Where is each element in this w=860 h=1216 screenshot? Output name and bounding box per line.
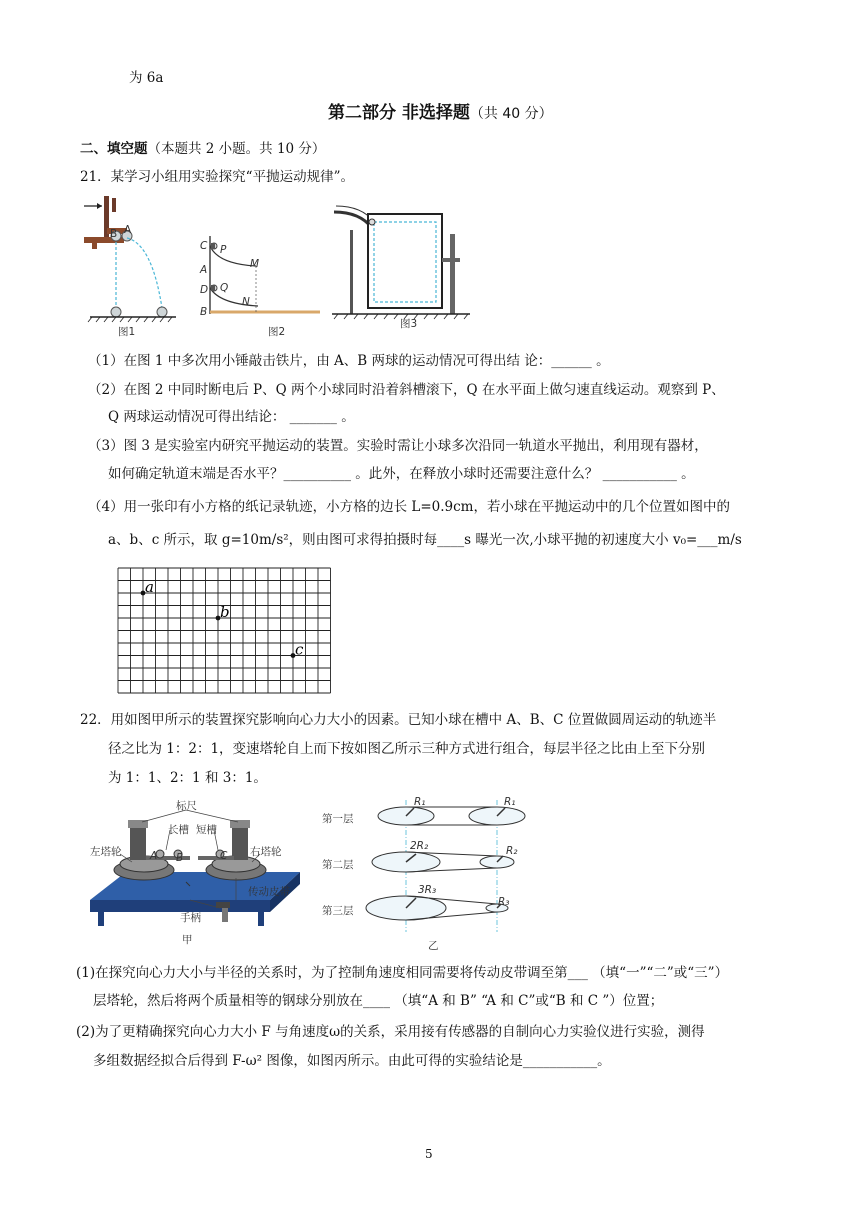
fig-yi-layer2: 第二层	[322, 859, 354, 871]
fig2-letter-m: M	[250, 258, 260, 270]
fig1-letter-a: A	[124, 224, 132, 236]
q22-sub1-line2: 层塔轮，然后将两个质量相等的钢球分别放在____ （填“A 和 B” “A 和 C”或“B 和 C ”）位置；	[93, 993, 664, 1009]
fig-yi-layer1: 第一层	[322, 813, 354, 825]
fig-yi-r1-right: R₁	[504, 796, 516, 808]
fig-jia-label-handle: 手柄	[180, 912, 201, 924]
part-heading-note: （本题共 2 小题。共 10 分）	[147, 141, 326, 157]
q21-grid-figure	[116, 566, 332, 690]
grid-point-label-a: a	[145, 578, 154, 596]
fig-yi-r1-left: R₁	[414, 796, 426, 808]
section-title-note: （共 40 分）	[469, 106, 553, 122]
q21-sub1: （1）在图 1 中多次用小锤敲击铁片，由 A、B 两球的运动情况可得出结 论：______ 。	[88, 353, 610, 369]
q21-sub3-line2: 如何确定轨道末端是否水平？__________ 。此外，在释放小球时还需要注意什么？ ___________ 。	[108, 466, 695, 482]
fig2-letter-q: Q	[220, 282, 229, 294]
part-heading	[80, 137, 325, 157]
fig2-letter-n: N	[242, 296, 250, 308]
q22-sub2-line1: (2)为了更精确探究向心力大小 F 与角速度ω的关系，采用接有传感器的自制向心力实验仪进行实验，测得	[76, 1024, 705, 1040]
fig-yi-layer3: 第三层	[322, 905, 354, 917]
fig-jia-label-duancao: 短槽	[196, 824, 217, 836]
fig2-letter-c: C	[200, 240, 208, 252]
fig2-letter-p: P	[220, 244, 227, 256]
fig2-letter-a: A	[200, 264, 208, 276]
q21-sub2-line1: （2）在图 2 中同时断电后 P、Q 两个小球同时沿着斜槽滚下，Q 在水平面上做匀速直线运动。观察到 P、	[88, 382, 725, 398]
q21-figure-2	[196, 232, 326, 322]
q21-figure-3	[332, 204, 472, 324]
page-number: 5	[425, 1147, 433, 1161]
fig-jia-label-right-wheel: 右塔轮	[250, 846, 282, 858]
carry-over-line: 为 6a	[129, 70, 164, 86]
fig-jia-label-c: C	[220, 850, 228, 862]
fig-jia-label-belt: 传动皮带	[248, 886, 290, 898]
q21-sub2-line2: Q 两球运动情况可得出结论： _______ 。	[108, 409, 355, 425]
q22-stem-line2: 径之比为 1：2：1，变速塔轮自上而下按如图乙所示三种方式进行组合，每层半径之比由上至下分别	[108, 741, 706, 757]
q22-stem-line1: 22．用如图甲所示的装置探究影响向心力大小的因素。已知小球在槽中 A、B、C 位置做圆周运动的轨迹半	[80, 712, 717, 728]
section-title-text: 第二部分 非选择题	[328, 103, 470, 123]
q21-sub4-line2: a、b、c 所示，取 g=10m/s²，则由图可求得拍摄时每____s 曝光一次,小球平抛的初速度大小 v₀=___m/s	[108, 532, 742, 548]
q22-sub1-line1: (1)在探究向心力大小与半径的关系时，为了控制角速度相同需要将传动皮带调至第___ （填“一”“二”或“三”）	[76, 965, 729, 981]
q22-sub2-line2: 多组数据经拟合后得到 F-ω² 图像，如图丙所示。由此可得的实验结论是___________。	[93, 1053, 611, 1069]
fig-jia-label-left-wheel: 左塔轮	[90, 846, 122, 858]
fig-yi-caption: 乙	[428, 940, 439, 952]
fig-yi-r3-right: R₃	[498, 896, 510, 908]
q21-stem: 21．某学习小组用实验探究“平抛运动规律”。	[80, 169, 354, 185]
section-title	[328, 98, 553, 123]
grid-point-label-c: c	[295, 640, 304, 659]
fig1-label: 图1	[118, 326, 136, 338]
fig-yi-r2-left: 2R₂	[410, 840, 429, 852]
fig-yi-r2-right: R₂	[506, 845, 518, 857]
fig2-letter-d: D	[200, 284, 209, 296]
fig-jia-label-a: A	[150, 850, 158, 862]
q21-sub3-line1: （3）图 3 是实验室内研究平抛运动的装置。实验时需让小球多次沿同一轨道水平抛出，利用现有器材，	[88, 438, 708, 454]
grid-point-label-b: b	[220, 603, 230, 621]
fig-jia-label-b: B	[176, 852, 184, 864]
q22-stem-line3: 为 1：1、2：1 和 3：1。	[108, 770, 267, 786]
fig-jia-caption: 甲	[182, 934, 193, 946]
fig-jia-label-changcao: 长槽	[168, 824, 189, 836]
fig1-letter-b: B	[110, 228, 118, 240]
fig-yi-r3-left: 3R₃	[418, 884, 437, 896]
fig-jia-label-biaochi: 标尺	[176, 800, 197, 812]
q21-sub4-line1: （4）用一张印有小方格的纸记录轨迹，小方格的边长 L=0.9cm，若小球在平抛运动中的几个位置如图中的	[88, 499, 730, 515]
part-heading-label: 二、填空题	[80, 141, 148, 157]
fig3-label: 图3	[400, 318, 418, 330]
fig2-label: 图2	[268, 326, 286, 338]
q21-figure-1	[80, 192, 180, 332]
fig2-letter-b: B	[200, 306, 208, 318]
q22-figure-yi	[364, 796, 534, 936]
